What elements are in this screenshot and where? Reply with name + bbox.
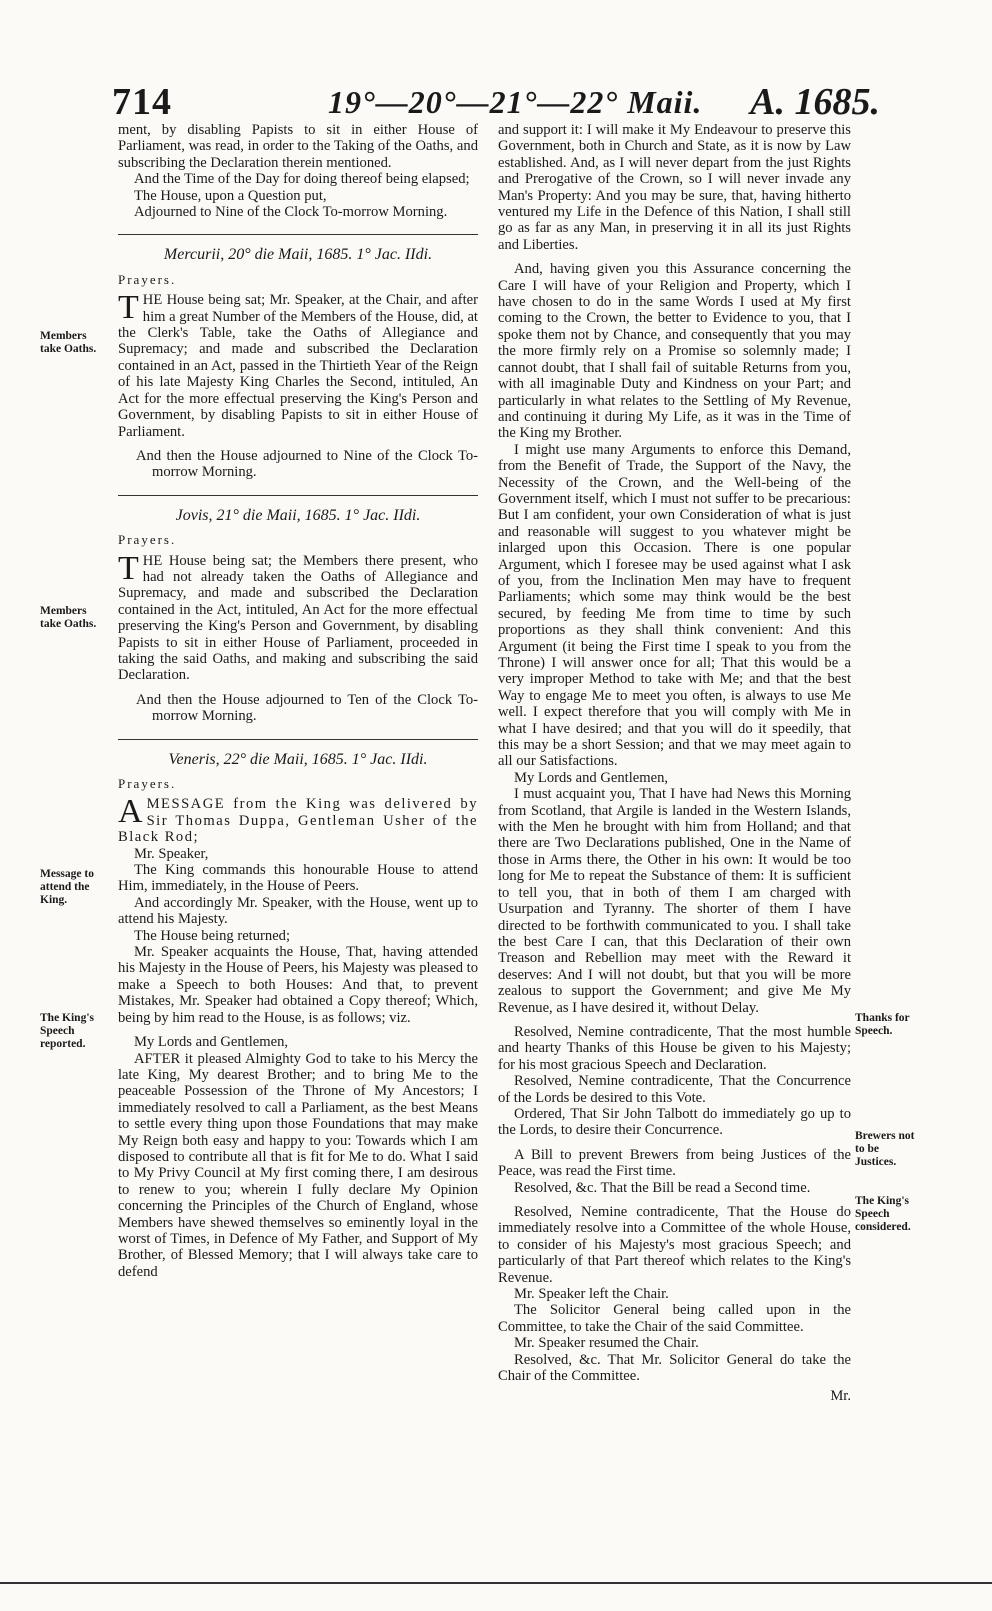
drop-cap: A bbox=[118, 793, 143, 831]
paragraph-text: HE House being sat; the Members there present, who had not already taken the Oaths of Allegiance and Supremacy, and made and subscribed the Declaration contained in the Act, intituled, An Act for the more effectual preserving the King's Person and Government, by disabling Papists to sit in either House of Parliament, proceeded in taking the said Oaths, and making and subscribing the said Declaration. bbox=[118, 552, 478, 684]
paragraph: I must acquaint you, That I have had News this Morning from Scotland, that Argile is landed in the Western Islands, with the Men he brought with him from Holland; and that there are Two Declarations published, One in the Name of those in Arms there, the Other in his own: It would be too long for Me to repeat the Substance of them: It is sufficient to tell you, that in both of them I am charged with Usurpation and Tyranny. The shorter of them I have directed to be forthwith communicated to you. I shall take the best Care I can, that this Declaration of their own Treason and Rebellion may meet with the Reward it deserves: And I will not doubt, but that you will be more zealous to support the Government; and give Me My Revenue, as I have desired it, without Delay. bbox=[498, 786, 851, 1016]
footer-rule bbox=[0, 1582, 992, 1584]
prayers-heading: Prayers. bbox=[118, 776, 177, 791]
resolution: Resolved, Nemine contradicente, That the most humble and hearty Thanks of this House be given to his Majesty; for his most gracious Speech and Declaration. bbox=[498, 1023, 851, 1073]
paragraph: The Solicitor General being called upon in the Committee, to take the Chair of the said Committee. bbox=[498, 1302, 851, 1335]
paragraph: The House, upon a Question put, bbox=[134, 187, 327, 204]
right-column bbox=[498, 122, 851, 1405]
adjournment: And then the House adjourned to Nine of the Clock To-morrow Morning. bbox=[136, 447, 478, 481]
margin-note: Thanks for Speech. bbox=[855, 1012, 910, 1037]
paragraph: The King commands this honourable House to attend Him, immediately, in the House of Peers. bbox=[118, 862, 478, 895]
paragraph: Adjourned to Nine of the Clock To-morrow Morning. bbox=[134, 204, 448, 221]
paragraph: Mr. Speaker, bbox=[134, 845, 209, 862]
paragraph: ment, by disabling Papists to sit in either House of Parliament, was read, in order to the Taking of the Oaths, and subscribing the Declaration therein mentioned. bbox=[118, 122, 478, 171]
drop-cap: T bbox=[118, 289, 139, 327]
margin-note: Members take Oaths. bbox=[40, 605, 97, 630]
resolution: Resolved, &c. That Mr. Solicitor General do take the Chair of the Committee. bbox=[498, 1351, 851, 1385]
paragraph: AFTER it pleased Almighty God to take to his Mercy the late King, My dearest Brother; and to bring Me to the peaceable Possession of the Throne of My Ancestors; I immediately resolved to call a Parliament, as the best Means to settle every thing upon those Foundations that may make My Reign both easy and happy to you: Towards which I am disposed to contribute all that is fit for Me to do. What I said to My Privy Council at My first coming there, I am desirous to renew to you; wherein I fully declare My Opinion concerning the Principles of the Church of England, whose Members have shewed themselves so eminently loyal in the worst of Times, in Defence of My Father, and Support of My Brother, of Blessed Memory; that I will always take care to defend bbox=[118, 1050, 478, 1280]
section-rule bbox=[118, 495, 478, 496]
paragraph bbox=[118, 793, 478, 846]
paragraph: A Bill to prevent Brewers from being Justices of the Peace, was read the First time. bbox=[498, 1146, 851, 1180]
resolution: Resolved, Nemine contradicente, That the Concurrence of the Lords be desired to this Vote. bbox=[498, 1073, 851, 1106]
resolution: Resolved, &c. That the Bill be read a Second time. bbox=[514, 1179, 811, 1196]
page-header bbox=[100, 80, 880, 124]
resolution: Resolved, Nemine contradicente, That the House do immediately resolve into a Committee of the whole House, to consider of his Majesty's most gracious Speech; and particularly of that Part thereof which relates to the King's Revenue. bbox=[498, 1204, 851, 1286]
left-column bbox=[118, 122, 478, 1280]
prayers-heading: Prayers. bbox=[118, 271, 177, 287]
margin-note: Brewers not to be Justices. bbox=[855, 1130, 915, 1168]
date-heading: Mercurii, 20° die Maii, 1685. 1° Jac. IIdi. bbox=[163, 246, 433, 264]
date-heading: Veneris, 22° die Maii, 1685. 1° Jac. IIdi. bbox=[168, 750, 428, 768]
speech-salutation: My Lords and Gentlemen, bbox=[514, 769, 669, 786]
paragraph-text: HE House being sat; Mr. Speaker, at the Chair, and after him a great Number of the Members of the House, did, at the Clerk's Table, take the Oaths of Allegiance and Supremacy; and made and subscribed the Declaration contained in an Act, passed in the Thirtieth Year of the Reign of his late Majesty King Charles the Second, intituled, An Act for the more effectual preserving the King's Person and Government, by disabling Papists to sit in either House of Parliament. bbox=[118, 292, 478, 440]
page-number: 714 bbox=[112, 81, 172, 123]
paragraph bbox=[118, 289, 478, 440]
paragraph: The House being returned; bbox=[134, 927, 291, 944]
paragraph: Mr. Speaker left the Chair. bbox=[514, 1286, 669, 1303]
adjournment: And then the House adjourned to Ten of the Clock To-morrow Morning. bbox=[136, 691, 478, 725]
paragraph: Mr. Speaker acquaints the House, That, having attended his Majesty in the House of Peers, his Majesty was pleased to make a Speech to both Houses: And that, to prevent Mistakes, Mr. Speaker had obtained a Copy thereof; Which, being by him read to the House, is as follows; viz. bbox=[118, 944, 478, 1026]
section-rule bbox=[118, 739, 478, 740]
paragraph: I might use many Arguments to enforce this Demand, from the Benefit of Trade, the Support of the Navy, the Necessity of the Crown, and the Well-being of the Government itself, which I must not suffer to be precarious: But I am confident, your own Consideration of what is just and reasonable will suggest to you whatever might be inlarged upon this Occasion. There is one popular Argument, which I foresee may be used against what I ask of you, from the Inclination Men may have to frequent Parliaments; which some may think would be the best secured, by feeding Me from time to time by such proportions as they shall think convenient: And this Argument (it being the First time I speak to you from the Throne) I will answer once for all; That this would be a very improper Method to take with Me; and that the best Way to engage Me to meet you often, is always to use Me well. I expect therefore that you will comply with Me in what I have desired; and that you will do it speedily, that this may be a short Session; and that we may meet again to all our Satisfactions. bbox=[498, 441, 851, 770]
margin-note: Members take Oaths. bbox=[40, 330, 97, 355]
paragraph: And the Time of the Day for doing thereof being elapsed; bbox=[134, 171, 470, 188]
date-heading: Jovis, 21° die Maii, 1685. 1° Jac. IIdi. bbox=[175, 506, 421, 524]
margin-note: The King's Speech reported. bbox=[40, 1012, 95, 1050]
paragraph: and support it: I will make it My Endeavour to preserve this Government, both in Church and State, as it is now by Law established. And, as I will never depart from the just Rights and Prerogative of the Crown, so I will never invade any Man's Property: And you may be sure, that, having hitherto ventured my Life in the Defence of this Nation, I shall still go as far as any Man, in preserving it in all its just Rights and Liberties. bbox=[498, 122, 851, 253]
drop-cap: T bbox=[118, 549, 139, 587]
paragraph: Mr. Speaker resumed the Chair. bbox=[514, 1335, 699, 1352]
speech-salutation: My Lords and Gentlemen, bbox=[134, 1034, 289, 1051]
section-rule bbox=[118, 234, 478, 235]
catchword: Mr. bbox=[830, 1388, 851, 1405]
margin-note: Message to attend the King. bbox=[40, 868, 94, 906]
paragraph-text: MESSAGE from the King was delivered by Sir Thomas Duppa, Gentleman Usher of the Black Rod; bbox=[118, 796, 478, 846]
header-year: A. 1685. bbox=[750, 81, 880, 123]
margin-note: The King's Speech considered. bbox=[855, 1195, 911, 1233]
order: Ordered, That Sir John Talbott do immediately go up to the Lords, to desire their Concurrence. bbox=[498, 1105, 851, 1139]
paragraph bbox=[118, 549, 478, 684]
prayers-heading: Prayers. bbox=[118, 532, 177, 548]
paragraph: And accordingly Mr. Speaker, with the House, went up to attend his Majesty. bbox=[118, 894, 478, 928]
header-dates: 19°—20°—21°—22° Maii. bbox=[328, 84, 703, 120]
paragraph: And, having given you this Assurance concerning the Care I will have of your Religion and Property, which I have chosen to do in the same Words I used at My first coming to the Crown, the better to Evidence to you, that I spoke them not by Chance, and consequently that you may the more firmly rely on a Promise so solemnly made; I cannot doubt, that I shall fail of suitable Returns from you, with all imaginable Duty and Kindness on your Part; and particularly in what relates to the Settling of My Revenue, and continuing it during My Life, as it was in the Time of the King my Brother. bbox=[498, 261, 851, 442]
